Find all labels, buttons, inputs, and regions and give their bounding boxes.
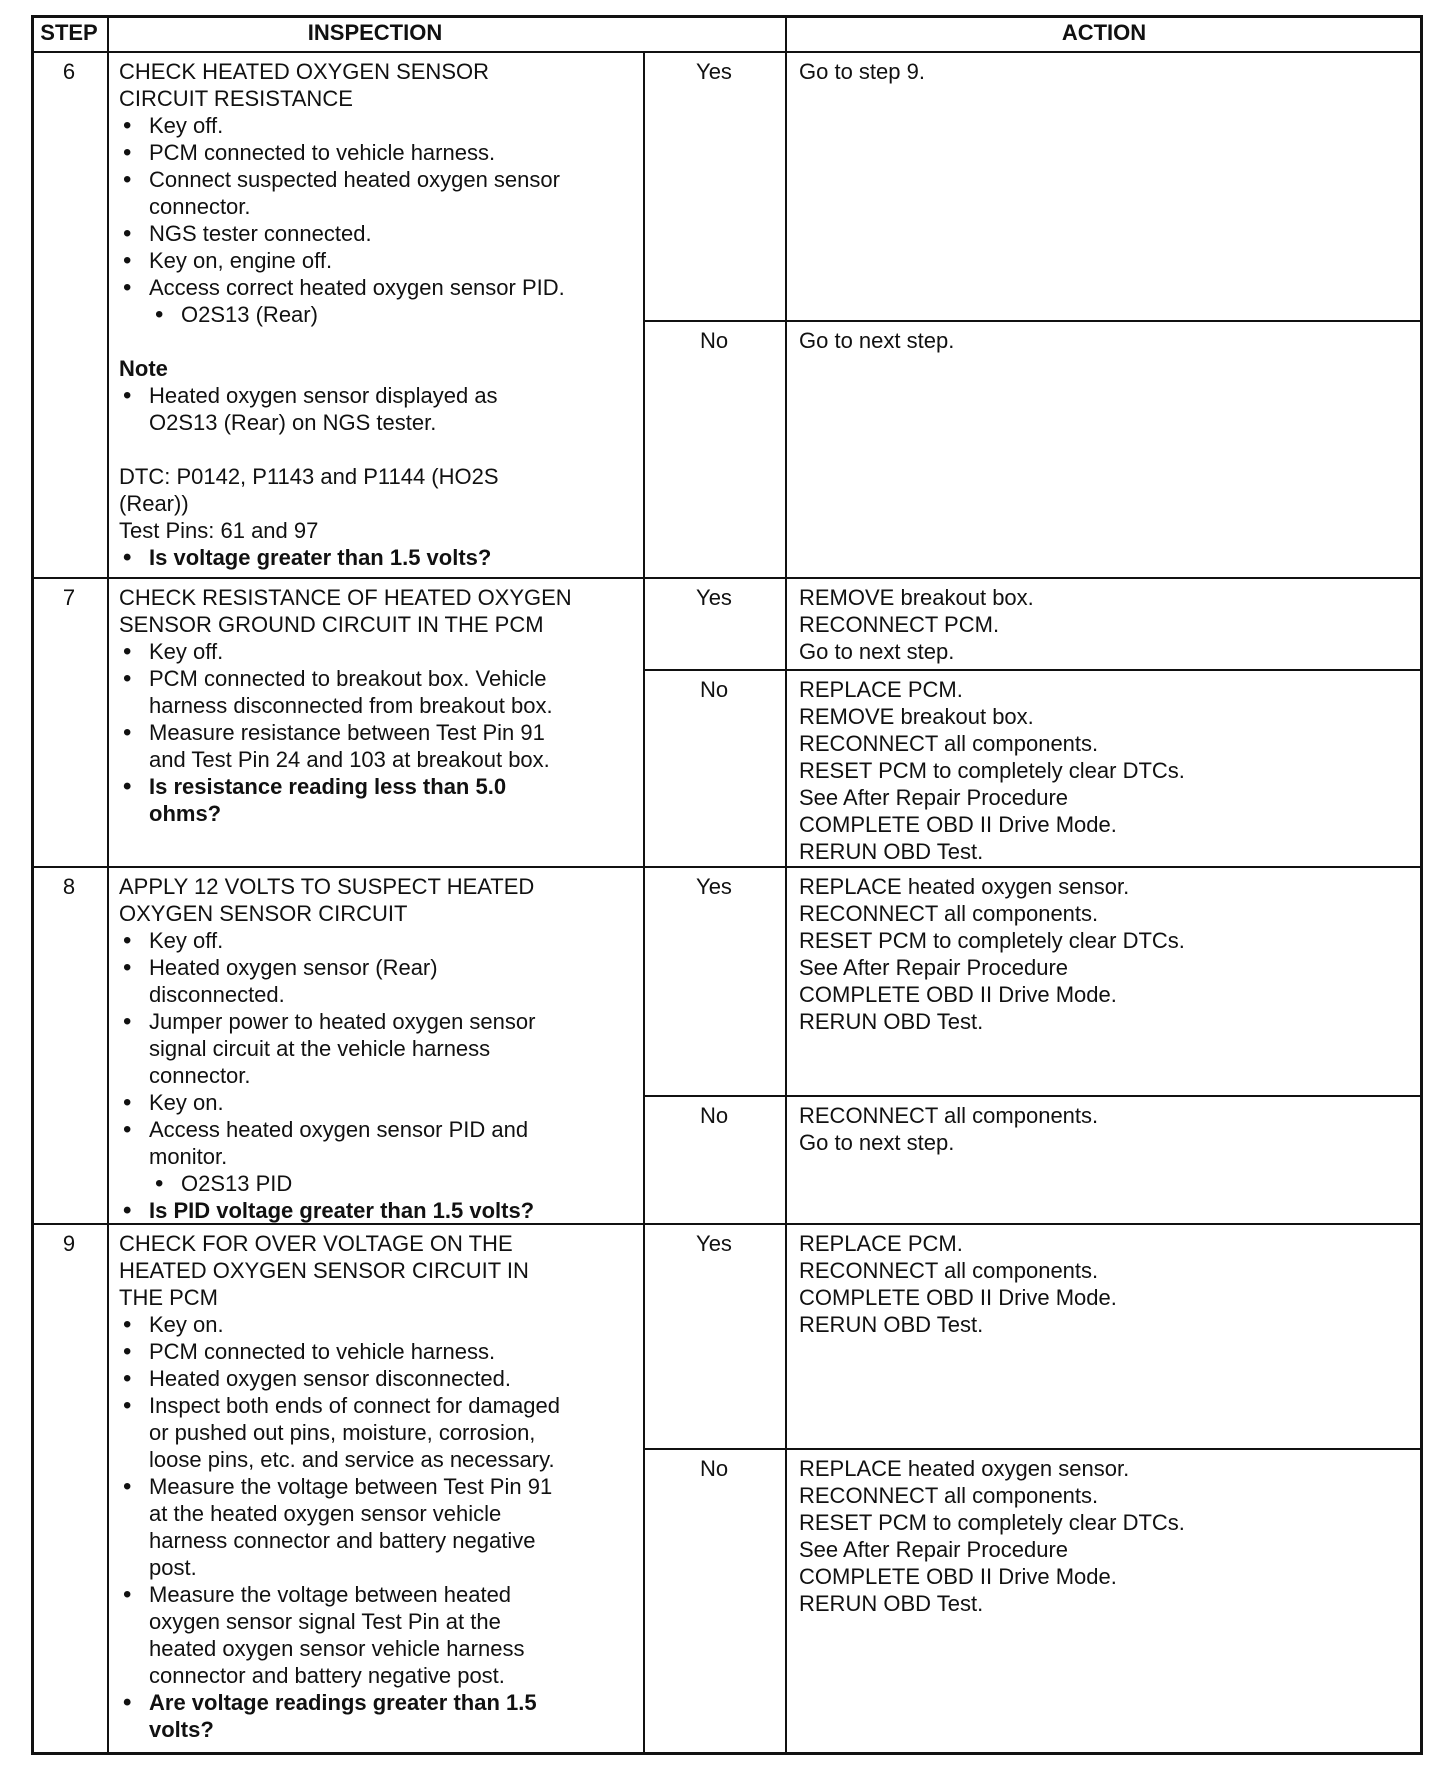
- step-8-no-action-1: RECONNECT all components.: [799, 1103, 1099, 1128]
- step-8-bullet-1: • Key off.: [119, 927, 535, 954]
- step-7-bullet-1: • Key off.: [119, 638, 572, 665]
- header-step: STEP: [40, 20, 98, 45]
- step-6-note-heading: Note: [119, 356, 168, 381]
- step-6-yes-action: [799, 58, 925, 85]
- step-8-bullet-3: • Jumper power to heated oxygen sensor: [119, 1008, 535, 1035]
- step-7-no-action-6: COMPLETE OBD II Drive Mode.: [799, 812, 1117, 837]
- step-9-bullet-1: • Key on.: [119, 1311, 560, 1338]
- diagnostic-table: [31, 15, 1423, 1755]
- step-7-bullet-3: • Measure resistance between Test Pin 91: [119, 719, 572, 746]
- step-8-yes-action-4: See After Repair Procedure: [799, 955, 1069, 980]
- step-8-yes-action: [799, 873, 1185, 1035]
- step-9-bullet-5-cont2: harness connector and battery negative: [149, 1528, 536, 1553]
- step-7-no-label: No: [699, 677, 729, 702]
- step-7-yes-label: Yes: [696, 585, 732, 610]
- header-action: ACTION: [1061, 20, 1147, 45]
- step-6-question: • Is voltage greater than 1.5 volts?: [119, 544, 565, 571]
- step-9-yes-action-1: REPLACE PCM.: [799, 1231, 963, 1256]
- step-8-question: • Is PID voltage greater than 1.5 volts?: [119, 1197, 535, 1224]
- step-8-inspection: [119, 873, 535, 1224]
- step-9-no-action-4: See After Repair Procedure: [799, 1537, 1069, 1562]
- rule-step7-end: [31, 866, 1423, 868]
- rule-step8-split: [643, 1095, 1423, 1097]
- step-6-bullet-6: • Access correct heated oxygen sensor PID.: [119, 274, 565, 301]
- step-9-no-action-5: COMPLETE OBD II Drive Mode.: [799, 1564, 1117, 1589]
- step-9-yes-label: Yes: [696, 1231, 732, 1256]
- step-9-yes-action-4: RERUN OBD Test.: [799, 1312, 984, 1337]
- step-6-yes-label: Yes: [696, 59, 732, 84]
- step-8-bullet-3-cont: signal circuit at the vehicle harness: [149, 1036, 491, 1061]
- step-9-title-line1: CHECK FOR OVER VOLTAGE ON THE: [119, 1231, 513, 1256]
- step-6-title-line1: CHECK HEATED OXYGEN SENSOR: [119, 59, 489, 84]
- step-6-no-action-1: Go to next step.: [799, 328, 955, 353]
- step-9-question: • Are voltage readings greater than 1.5: [119, 1689, 560, 1716]
- step-8-yes-action-3: RESET PCM to completely clear DTCs.: [799, 928, 1185, 953]
- step-9-inspection: [119, 1230, 560, 1743]
- step-8-title-line2: OXYGEN SENSOR CIRCUIT: [119, 901, 408, 926]
- step-6-inspection: [119, 58, 565, 571]
- step-8-yes-action-5: COMPLETE OBD II Drive Mode.: [799, 982, 1117, 1007]
- step-9-bullet-5-cont3: post.: [149, 1555, 197, 1580]
- rule-step6-end: [31, 577, 1423, 579]
- rule-step7-split: [643, 669, 1423, 671]
- step-7-number: 7: [62, 585, 76, 610]
- step-7-inspection: [119, 584, 572, 827]
- step-6-bullet-2: • PCM connected to vehicle harness.: [119, 139, 565, 166]
- step-7-yes-action-3: Go to next step.: [799, 639, 955, 664]
- step-7-yes-action-2: RECONNECT PCM.: [799, 612, 1000, 637]
- step-6-bullet-3: • Connect suspected heated oxygen sensor: [119, 166, 565, 193]
- step-9-no-action-1: REPLACE heated oxygen sensor.: [799, 1456, 1130, 1481]
- step-8-bullet-4: • Key on.: [119, 1089, 535, 1116]
- step-9-yes-action-2: RECONNECT all components.: [799, 1258, 1099, 1283]
- step-8-subbullet-1: • O2S13 PID: [119, 1170, 535, 1197]
- step-9-no-action-2: RECONNECT all components.: [799, 1483, 1099, 1508]
- step-6-dtc-line2: (Rear)): [119, 491, 189, 516]
- step-7-title-line2: SENSOR GROUND CIRCUIT IN THE PCM: [119, 612, 544, 637]
- step-6-yes-action-1: Go to step 9.: [799, 59, 925, 84]
- step-9-title-line3: THE PCM: [119, 1285, 218, 1310]
- step-8-bullet-5: • Access heated oxygen sensor PID and: [119, 1116, 535, 1143]
- step-8-yes-action-6: RERUN OBD Test.: [799, 1009, 984, 1034]
- step-7-bullet-2-cont: harness disconnected from breakout box.: [149, 693, 553, 718]
- step-8-no-action-2: Go to next step.: [799, 1130, 955, 1155]
- step-7-no-action-4: RESET PCM to completely clear DTCs.: [799, 758, 1185, 783]
- step-8-no-action: [799, 1102, 1098, 1156]
- step-9-bullet-4-cont2: loose pins, etc. and service as necessary.: [149, 1447, 555, 1472]
- step-9-no-action-6: RERUN OBD Test.: [799, 1591, 984, 1616]
- step-7-no-action-3: RECONNECT all components.: [799, 731, 1099, 756]
- step-6-dtc-line1: DTC: P0142, P1143 and P1144 (HO2S: [119, 464, 499, 489]
- step-9-bullet-6-cont2: heated oxygen sensor vehicle harness: [149, 1636, 525, 1661]
- step-9-no-label: No: [699, 1456, 729, 1481]
- step-7-no-action-2: REMOVE breakout box.: [799, 704, 1034, 729]
- step-6-bullet-4: • NGS tester connected.: [119, 220, 565, 247]
- step-7-no-action: [799, 676, 1185, 865]
- step-9-bullet-5: • Measure the voltage between Test Pin 91: [119, 1473, 560, 1500]
- step-9-title-line2: HEATED OXYGEN SENSOR CIRCUIT IN: [119, 1258, 529, 1283]
- step-7-no-action-5: See After Repair Procedure: [799, 785, 1069, 810]
- step-9-yes-action: [799, 1230, 1117, 1338]
- step-9-no-action: [799, 1455, 1185, 1617]
- step-6-number: 6: [62, 59, 76, 84]
- step-6-bullet-5: • Key on, engine off.: [119, 247, 565, 274]
- step-7-question: • Is resistance reading less than 5.0: [119, 773, 572, 800]
- step-6-bullet-1: • Key off.: [119, 112, 565, 139]
- step-9-bullet-3: • Heated oxygen sensor disconnected.: [119, 1365, 560, 1392]
- step-8-bullet-2-cont: disconnected.: [149, 982, 285, 1007]
- step-9-question-cont: volts?: [149, 1717, 214, 1742]
- step-8-yes-action-2: RECONNECT all components.: [799, 901, 1099, 926]
- rule-header: [31, 51, 1423, 53]
- step-7-bullet-3-cont: and Test Pin 24 and 103 at breakout box.: [149, 747, 550, 772]
- step-9-bullet-4-cont: or pushed out pins, moisture, corrosion,: [149, 1420, 536, 1445]
- header-inspection: INSPECTION: [307, 20, 443, 45]
- step-8-bullet-2: • Heated oxygen sensor (Rear): [119, 954, 535, 981]
- step-9-bullet-2: • PCM connected to vehicle harness.: [119, 1338, 560, 1365]
- rule-step6-split: [643, 320, 1423, 322]
- step-6-no-action: [799, 327, 954, 354]
- step-6-note-bullet: • Heated oxygen sensor displayed as: [119, 382, 565, 409]
- step-8-no-label: No: [699, 1103, 729, 1128]
- rule-step9-split: [643, 1448, 1423, 1450]
- step-8-bullet-3-cont2: connector.: [149, 1063, 251, 1088]
- step-7-title-line1: CHECK RESISTANCE OF HEATED OXYGEN: [119, 585, 572, 610]
- step-9-bullet-4: • Inspect both ends of connect for damaged: [119, 1392, 560, 1419]
- step-9-bullet-6: • Measure the voltage between heated: [119, 1581, 560, 1608]
- step-6-no-label: No: [699, 328, 729, 353]
- step-9-bullet-6-cont: oxygen sensor signal Test Pin at the: [149, 1609, 501, 1634]
- step-8-yes-label: Yes: [696, 874, 732, 899]
- step-7-no-action-1: REPLACE PCM.: [799, 677, 963, 702]
- rule-step-col: [107, 15, 109, 1755]
- step-8-yes-action-1: REPLACE heated oxygen sensor.: [799, 874, 1130, 899]
- step-6-title-line2: CIRCUIT RESISTANCE: [119, 86, 353, 111]
- step-7-yes-action-1: REMOVE breakout box.: [799, 585, 1034, 610]
- step-8-bullet-5-cont: monitor.: [149, 1144, 228, 1169]
- step-9-number: 9: [62, 1231, 76, 1256]
- step-6-bullet-3-cont: connector.: [149, 194, 251, 219]
- step-6-note-bullet-cont: O2S13 (Rear) on NGS tester.: [149, 410, 437, 435]
- rule-inspection-col: [643, 51, 645, 1755]
- step-9-bullet-5-cont: at the heated oxygen sensor vehicle: [149, 1501, 502, 1526]
- step-7-bullet-2: • PCM connected to breakout box. Vehicle: [119, 665, 572, 692]
- rule-action-col: [785, 15, 787, 1755]
- step-8-number: 8: [62, 874, 76, 899]
- step-9-no-action-3: RESET PCM to completely clear DTCs.: [799, 1510, 1185, 1535]
- step-9-bullet-6-cont3: connector and battery negative post.: [149, 1663, 505, 1688]
- step-8-title-line1: APPLY 12 VOLTS TO SUSPECT HEATED: [119, 874, 535, 899]
- step-7-no-action-7: RERUN OBD Test.: [799, 839, 984, 864]
- step-7-question-cont: ohms?: [149, 801, 222, 826]
- step-9-yes-action-3: COMPLETE OBD II Drive Mode.: [799, 1285, 1117, 1310]
- step-6-test-pins: Test Pins: 61 and 97: [119, 518, 319, 543]
- step-6-subbullet-1: • O2S13 (Rear): [119, 301, 565, 328]
- step-7-yes-action: [799, 584, 1034, 665]
